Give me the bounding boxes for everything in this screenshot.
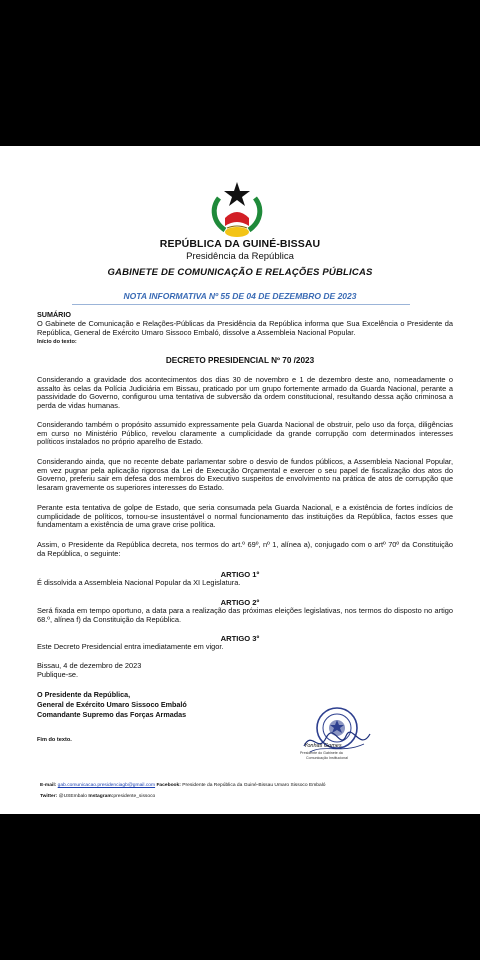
- instagram-label: Instagram:: [88, 794, 114, 799]
- signatory-line: O Presidente da República,: [37, 690, 131, 699]
- article-title: ARTIGO 2º: [220, 598, 260, 607]
- email-link[interactable]: gab.comunicacao.presidenciagb@gmail.com: [57, 783, 156, 788]
- article-text: Este Decreto Presidencial entra imediatamente em vigor.: [37, 642, 224, 651]
- signature-name: Yonhas Gomes: [304, 743, 342, 749]
- summary-label: SUMÁRIO: [37, 310, 71, 319]
- twitter-label: Twitter:: [40, 794, 58, 799]
- instagram-handle: presidente_sissoco: [113, 794, 156, 799]
- signature-title: Comunicação Institucional: [306, 756, 348, 760]
- document-page: [0, 146, 480, 814]
- article-text: Será fixada em tempo oportuno, a data para a realização das próximas eleições legislativas, nos termos do disposto no artigo 68.º, alínea f) da Constituição da República.: [37, 606, 453, 624]
- decree-paragraph: Assim, o Presidente da República decreta, nos termos do art.º 69º, nº 1, alínea a), conjugado com o artº 70º da Constituição da República, o seguinte:: [37, 540, 453, 558]
- text-start-label: Início do texto:: [37, 339, 77, 345]
- footer-contact-line: [40, 783, 326, 788]
- decree-paragraph: Considerando a gravidade dos acontecimentos dos dias 30 de novembro e 1 de dezembro deste ano, nomeadamente o assalto às celas da Polícia Judiciária em Bissau, praticado por um grupo fortemente armado da Guarda Nacional, perante a passividade do Governo, configurou uma tentativa de subversão da ordem constitucional, resultando dessa ação criminosa a perda de vidas humanas.: [37, 375, 453, 410]
- decree-paragraph: Considerando ainda, que no recente debate parlamentar sobre o desvio de fundos públicos, a Assembleia Nacional Popular, em vez pugnar pela aplicação rigorosa da Lei de Execução Orçamental e exercer o seu papel de fiscalização dos atos do Governo, preferiu sair em defesa dos membros do Executivo suspeitos de envolvimento na prática de atos de corrupção que lesaram gravemente os superiores interesses do Estado.: [37, 457, 453, 492]
- publish-note: Publique-se.: [37, 670, 79, 679]
- facebook-label: Facebook:: [156, 783, 181, 788]
- text-end-label: Fim do texto.: [37, 737, 72, 743]
- twitter-handle: @USEmbalo: [58, 794, 87, 799]
- summary-text: O Gabinete de Comunicação e Relações-Públicas da Presidência da República informa que Sua Excelência o Presidente da República, General de Exército Umaro Sissoco Embaló, dissolve a Assembleia Nacional Popular.: [37, 319, 453, 337]
- note-title: NOTA INFORMATIVA Nº 55 DE 04 DE DEZEMBRO DE 2023: [123, 291, 357, 301]
- signatory-line: Comandante Supremo das Forças Armadas: [37, 710, 187, 719]
- article-text: É dissolvida a Assembleia Nacional Popular da XI Legislatura.: [37, 578, 241, 587]
- place-date: Bissau, 4 de dezembro de 2023: [37, 661, 142, 670]
- status-bar: [0, 0, 480, 24]
- signatory-line: General de Exército Umaro Sissoco Embaló: [37, 700, 187, 709]
- decree-title: DECRETO PRESIDENCIAL Nº 70 /2023: [165, 356, 315, 365]
- decree-paragraph: Considerando também o propósito assumido expressamente pela Guarda Nacional de obstruir, pelo uso da força, diligências em curso no Ministério Público, revelou claramente a cumplicidade da grande corrupção com determinados interesses políticos instalados no próprio aparelho de Estado.: [37, 420, 453, 447]
- republic-title: REPÚBLICA DA GUINÉ-BISSAU: [159, 238, 321, 250]
- article-title: ARTIGO 3º: [220, 634, 260, 643]
- email-label: E-mail:: [40, 783, 57, 788]
- signature-title: Presidente do Gabinete da: [300, 751, 343, 755]
- article-title: ARTIGO 1º: [220, 570, 260, 579]
- divider: [72, 304, 410, 305]
- decree-paragraph: Perante esta tentativa de golpe de Estado, que seria consumada pela Guarda Nacional, e a existência de fortes indícios de cumplicidade de políticos, tornou-se insustentável o normal funcionamento das instituições da República, factos esses que fundamentam a existência de uma grave crise política.: [37, 503, 453, 530]
- facebook-handle: Presidente da República da Guiné-Bissau Umaro Sissoco Embaló: [182, 783, 326, 788]
- presidency-subtitle: Presidência da República: [186, 251, 294, 262]
- coat-of-arms-icon: [205, 178, 269, 242]
- office-title: GABINETE DE COMUNICAÇÃO E RELAÇÕES PÚBLICAS: [107, 267, 373, 278]
- footer-social-line: [40, 794, 155, 799]
